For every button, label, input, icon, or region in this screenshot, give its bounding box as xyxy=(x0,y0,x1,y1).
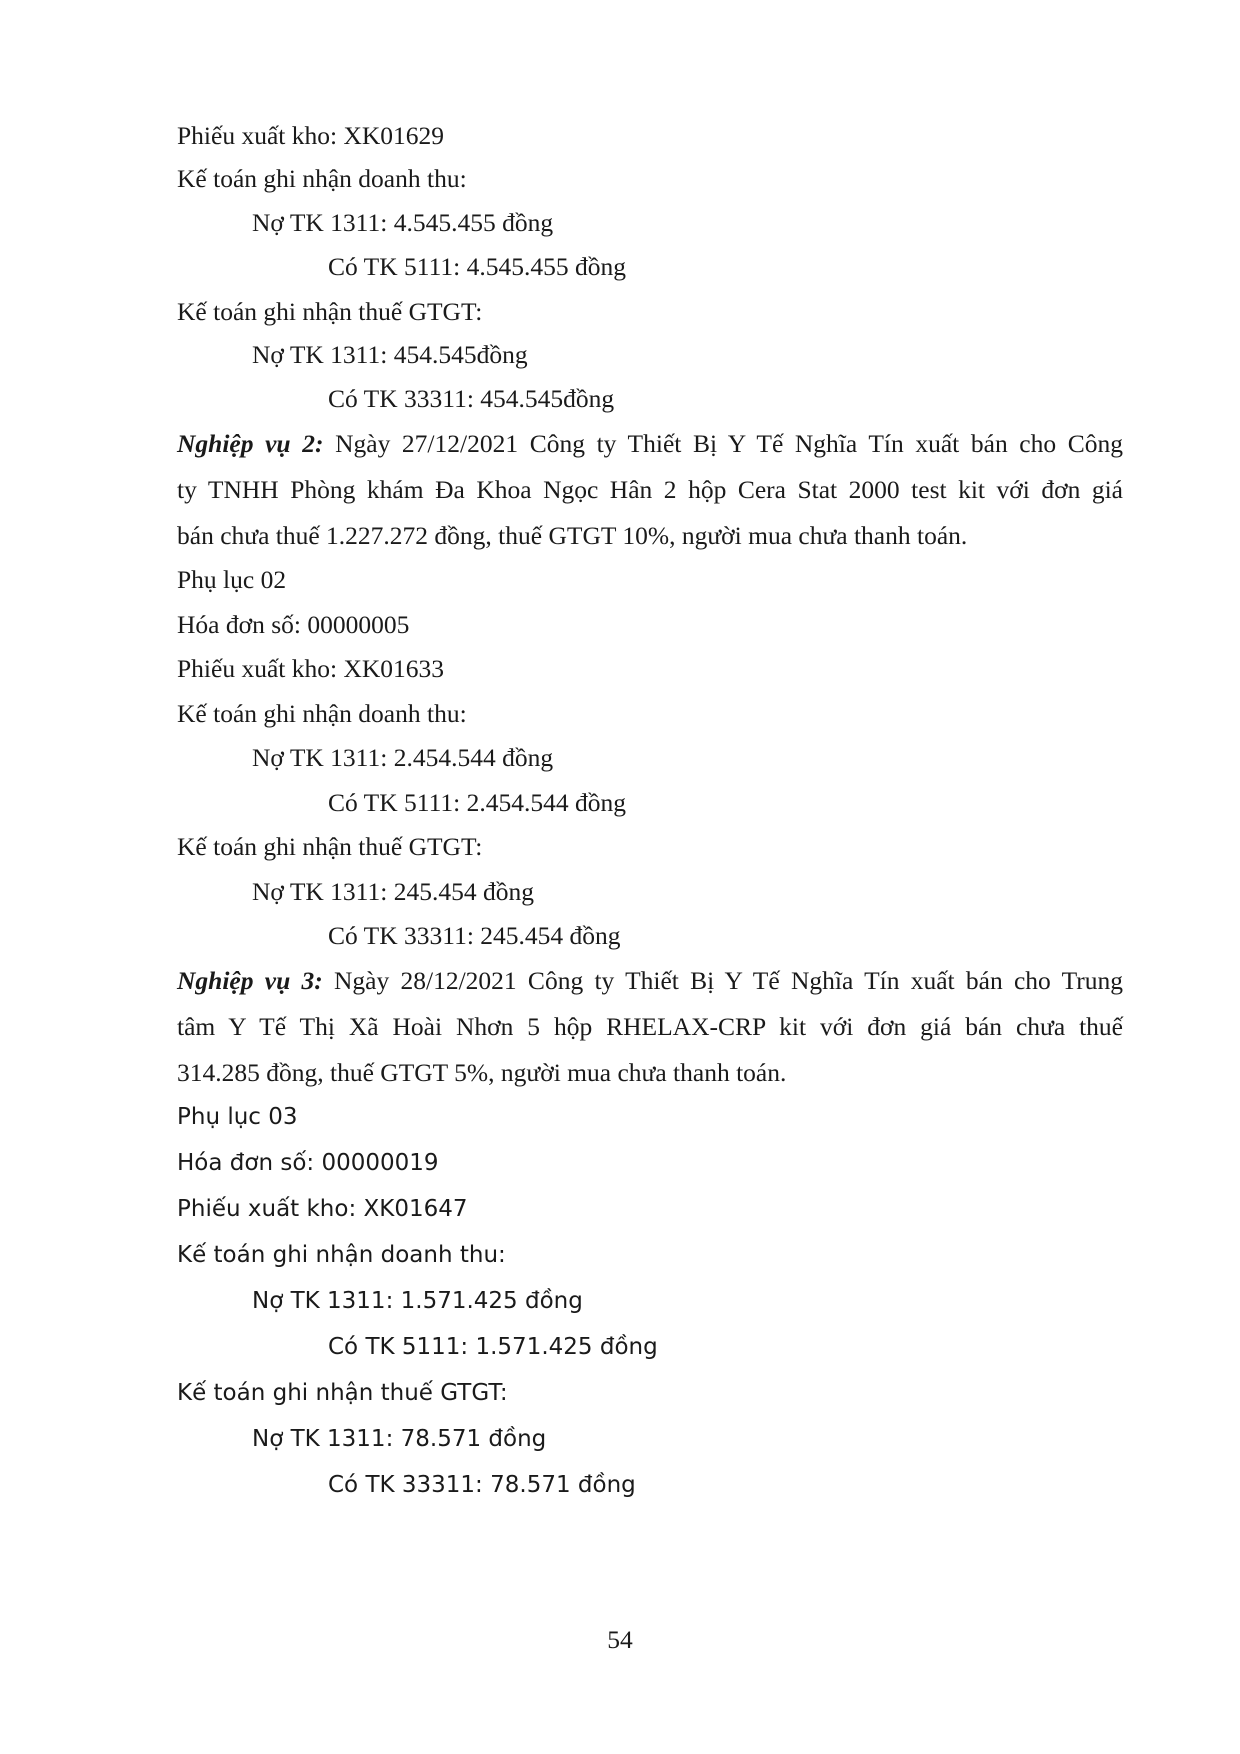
op3-title: Nghiệp vụ 3: xyxy=(177,966,323,995)
op2-paragraph-line2: ty TNHH Phòng khám Đa Khoa Ngọc Hân 2 hộp Cera Stat 2000 test kit với đơn giá xyxy=(177,475,1123,504)
op2-export-slip: Phiếu xuất kho: XK01633 xyxy=(177,654,445,683)
op2-vat-label: Kế toán ghi nhận thuế GTGT: xyxy=(177,832,483,861)
vat-label-1: Kế toán ghi nhận thuế GTGT: xyxy=(177,297,483,326)
revenue-debit-1: Nợ TK 1311: 4.545.455 đồng xyxy=(252,208,554,237)
revenue-label-1: Kế toán ghi nhận doanh thu: xyxy=(177,164,467,193)
op3-revenue-credit: Có TK 5111: 1.571.425 đồng xyxy=(328,1334,658,1360)
op2-invoice: Hóa đơn số: 00000005 xyxy=(177,610,410,639)
op3-paragraph-line3: 314.285 đồng, thuế GTGT 5%, người mua chưa thanh toán. xyxy=(177,1058,787,1087)
op2-title: Nghiệp vụ 2: xyxy=(177,429,324,458)
op3-vat-debit: Nợ TK 1311: 78.571 đồng xyxy=(252,1426,547,1452)
op2-revenue-debit: Nợ TK 1311: 2.454.544 đồng xyxy=(252,743,554,772)
op3-revenue-debit: Nợ TK 1311: 1.571.425 đồng xyxy=(252,1288,583,1314)
op3-paragraph-line1 xyxy=(177,966,1123,996)
vat-debit-1: Nợ TK 1311: 454.545đồng xyxy=(252,340,528,369)
op2-revenue-label: Kế toán ghi nhận doanh thu: xyxy=(177,699,467,728)
op3-paragraph-line2: tâm Y Tế Thị Xã Hoài Nhơn 5 hộp RHELAX-CRP kit với đơn giá bán chưa thuế xyxy=(177,1012,1123,1041)
op3-export-slip: Phiếu xuất kho: XK01647 xyxy=(177,1196,468,1222)
op3-appendix: Phụ lục 03 xyxy=(177,1104,298,1130)
op2-paragraph-line1 xyxy=(177,429,1123,459)
revenue-credit-1: Có TK 5111: 4.545.455 đồng xyxy=(328,252,626,281)
op3-revenue-label: Kế toán ghi nhận doanh thu: xyxy=(177,1242,506,1268)
op2-revenue-credit: Có TK 5111: 2.454.544 đồng xyxy=(328,788,626,817)
page-number: 54 xyxy=(607,1625,633,1654)
vat-credit-1: Có TK 33311: 454.545đồng xyxy=(328,384,615,413)
op3-vat-credit: Có TK 33311: 78.571 đồng xyxy=(328,1472,636,1498)
op2-appendix: Phụ lục 02 xyxy=(177,565,287,594)
op2-paragraph-line3: bán chưa thuế 1.227.272 đồng, thuế GTGT 10%, người mua chưa thanh toán. xyxy=(177,521,968,550)
op3-vat-label: Kế toán ghi nhận thuế GTGT: xyxy=(177,1380,508,1406)
op3-invoice: Hóa đơn số: 00000019 xyxy=(177,1150,439,1176)
export-slip-1: Phiếu xuất kho: XK01629 xyxy=(177,121,445,150)
op2-line1-text: Ngày 27/12/2021 Công ty Thiết Bị Y Tế Nghĩa Tín xuất bán cho Công xyxy=(323,429,1123,458)
op3-line1-text: Ngày 28/12/2021 Công ty Thiết Bị Y Tế Nghĩa Tín xuất bán cho Trung xyxy=(322,966,1124,995)
op2-vat-credit: Có TK 33311: 245.454 đồng xyxy=(328,921,621,950)
op2-vat-debit: Nợ TK 1311: 245.454 đồng xyxy=(252,877,534,906)
